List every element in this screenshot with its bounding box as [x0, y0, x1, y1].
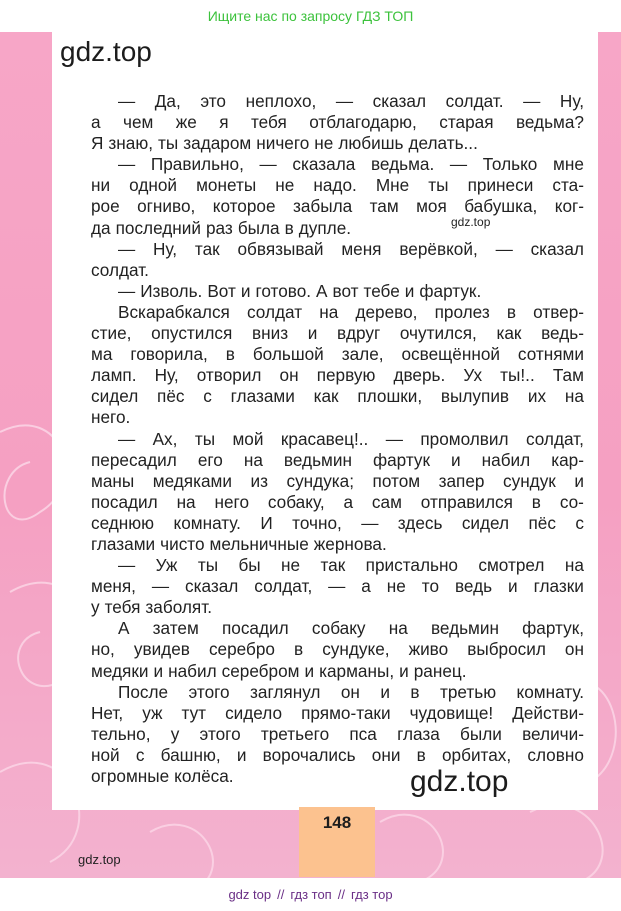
text-line: А затем посадил собаку на ведьмин фартук,: [118, 618, 584, 639]
text-line: сидел пёс с глазами как плошки, вылупив их на: [91, 386, 584, 407]
banner-text[interactable]: Ищите нас по запросу ГДЗ ТОП: [207, 8, 414, 24]
text-line: да последний раз была в дупле.: [91, 217, 352, 238]
text-line: но, увидев серебро в сундуке, живо выбросил он: [91, 639, 584, 660]
page-number: 148: [322, 813, 352, 832]
watermark-top: gdz.top: [60, 36, 152, 67]
text-line: Нет, уж тут сидело прямо-таки чудовище! Действи-: [91, 702, 584, 723]
footer-separator: //: [277, 887, 285, 902]
text-line: огромные колёса.: [91, 766, 234, 786]
text-line: — Ну, так обвязывай меня верёвкой, — сказал: [118, 238, 584, 259]
story-text: [91, 91, 584, 787]
text-line: меня, — сказал солдат, — а не то ведь и глазки: [91, 576, 584, 597]
footer-links: [0, 878, 621, 911]
text-line: посадил на него собаку, а сам отправился в со-: [91, 491, 584, 512]
footer-link-gdz-top-ru[interactable]: гдз топ: [290, 887, 332, 902]
text-line: него.: [91, 407, 131, 428]
text-line: — Уж ты бы не так пристально смотрел на: [118, 555, 584, 576]
text-line: Вскарабкался солдат на дерево, пролез в отвер-: [118, 301, 584, 322]
text-line: стие, опустился вниз и вдруг очутился, как ведь-: [91, 323, 584, 344]
top-banner[interactable]: [0, 0, 621, 32]
text-line: тельно, у этого третьего пса глаза были величи-: [91, 723, 584, 744]
text-line: — Да, это неплохо, — сказал солдат. — Ну,: [118, 91, 584, 111]
watermark-bottom-left: gdz.top: [78, 852, 121, 867]
text-line: — Ах, ты мой красавец!.. — промолвил солдат,: [118, 428, 584, 449]
text-line: ной с башню, и ворочались они в орбитах, словно: [91, 744, 584, 765]
text-line: маны медяками из сундука; потом запер сундук и: [91, 470, 584, 491]
text-line: Я знаю, ты задаром ничего не любишь делать...: [91, 133, 478, 154]
text-line: ни одной монеты не надо. Мне ты принеси ста-: [91, 175, 584, 196]
text-line: солдат.: [91, 259, 149, 280]
text-line: пересадил его на ведьмин фартук и набил кар-: [91, 449, 584, 470]
text-line: а чем же я тебя отблагодарю, старая ведьма?: [91, 112, 584, 133]
text-line: седнюю комнату. И точно, — здесь сидел пёс с: [91, 512, 584, 533]
watermark-bottom: gdz.top: [410, 765, 509, 798]
text-line: рое огниво, которое забыла там моя бабушка, ког-: [91, 196, 584, 217]
footer-link-gdz-tor[interactable]: гдз тор: [350, 887, 393, 902]
text-line: ламп. Ну, отворил он первую дверь. Ух ты!.. Там: [91, 365, 584, 386]
text-line: После этого заглянул он и в третью комнату.: [118, 681, 584, 702]
page-number-tab: [299, 807, 375, 877]
text-line: — Правильно, — сказала ведьма. — Только мне: [118, 154, 584, 175]
text-line: медяки и набил серебром и карманы, и ранец.: [91, 660, 467, 681]
text-line: глазами чисто мельничные жернова.: [91, 533, 387, 554]
text-line: у тебя заболят.: [91, 597, 212, 618]
watermark-middle: gdz.top: [451, 215, 491, 229]
footer-link-gdz-top[interactable]: gdz top: [228, 887, 272, 902]
text-line: ма говорила, в большой зале, освещённой сотнями: [91, 344, 584, 365]
footer-separator: //: [337, 887, 345, 902]
text-line: — Изволь. Вот и готово. А вот тебе и фартук.: [118, 280, 482, 301]
